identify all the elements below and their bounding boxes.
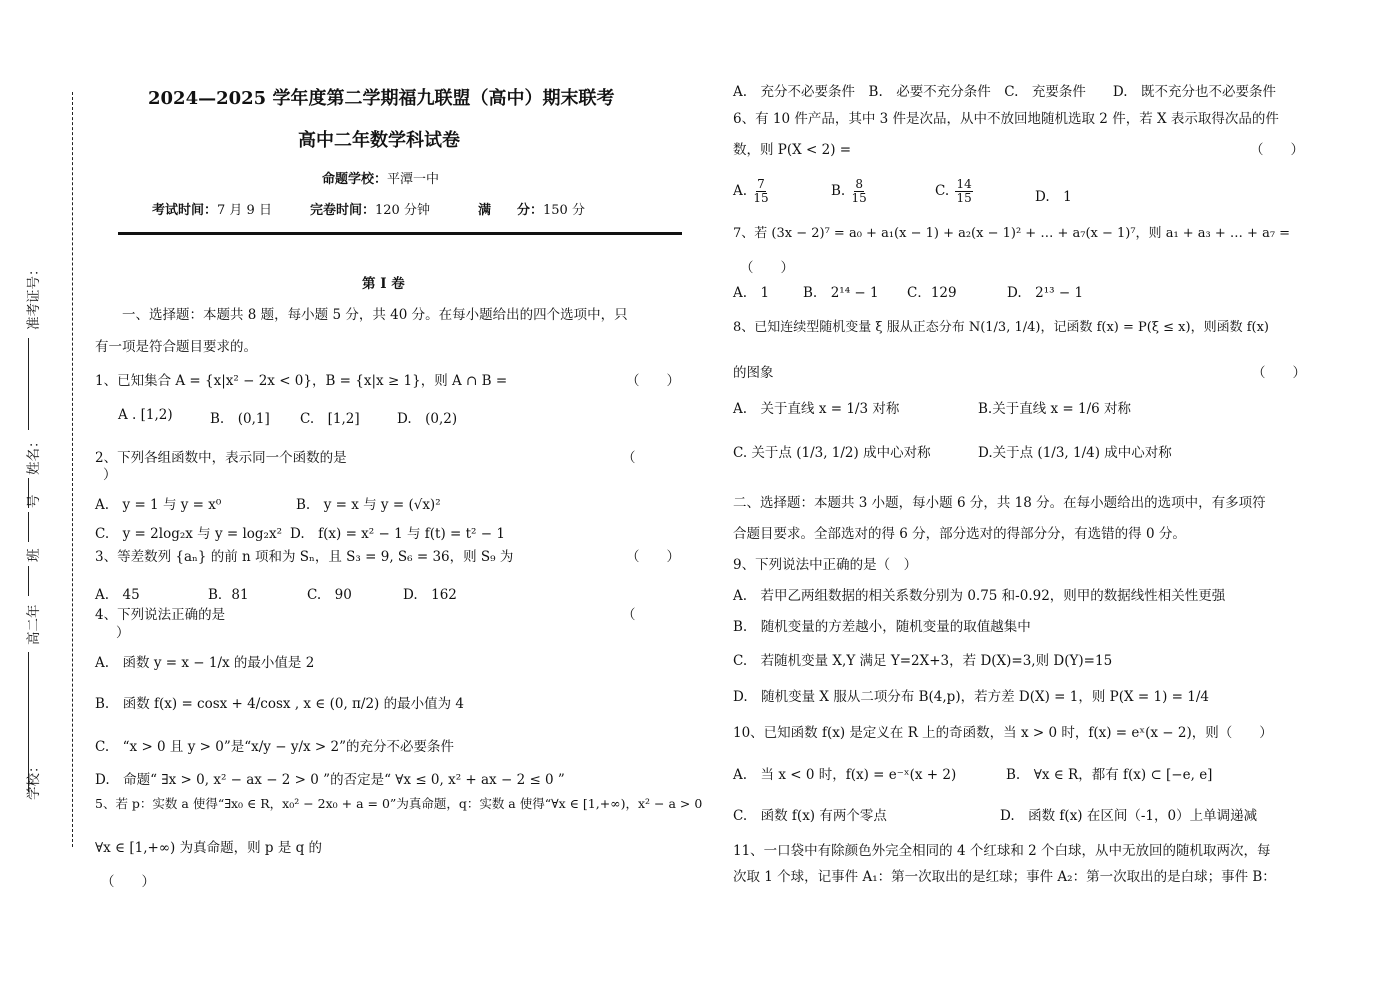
exam-time-label: 考试时间： [152,203,218,218]
section-title: 第 I 卷 [362,276,405,292]
duration [310,199,430,218]
q6-c-num: 14 [956,177,972,191]
q2-option-a: A. y = 1 与 y = x⁰ [95,497,222,513]
q8-option-b: B.关于直线 x = 1/6 对称 [978,401,1132,417]
intro-line-1: 一、选择题：本题共 8 题，每小题 5 分，共 40 分。在每小题给出的四个选项中，只 [122,307,628,323]
q4-option-a: A. 函数 y = x − 1/x 的最小值是 2 [95,655,315,671]
q6-option-a [733,178,771,205]
q6-a-den: 15 [753,191,769,205]
q8-stem-2: 的图象 [733,365,774,381]
q5-stem-2: ∀x ∈ [1,+∞) 为真命题，则 p 是 q 的 [95,840,323,856]
sidebar-xuexiao: 学校： [26,759,42,800]
q6-paren: （ ） [1250,142,1304,158]
q3-option-d: D. 162 [403,587,457,603]
q9-option-d: D. 随机变量 X 服从二项分布 B(4,p)，若方差 D(X) = 1，则 P(X = 1) = 1/4 [733,689,1209,705]
q1-option-d: D. (0,2) [397,411,458,427]
q2-paren-head: （ [622,450,636,466]
school-value: 平潭一中 [387,172,440,187]
q2-option-d: D. f(x) = x² − 1 与 f(t) = t² − 1 [290,526,505,542]
q6-c-den: 15 [956,191,972,205]
q5-options: A. 充分不必要条件 B. 必要不充分条件 C. 充要条件 D. 既不充分也不必要条件 [733,84,1277,100]
full-score [478,199,585,218]
q8-option-a: A. 关于直线 x = 1/3 对称 [733,401,900,417]
duration-value: 120 分钟 [375,203,430,218]
exam-time-value: 7 月 9 日 [217,203,272,218]
q7-option-c: C．129 [907,285,957,301]
q7-stem: 7、若 (3x − 2)⁷ = a₀ + a₁(x − 1) + a₂(x − 1)² + … + a₇(x − 1)⁷，则 a₁ + a₃ + … + a₇ = [733,226,1291,241]
q3-option-c: C. 90 [307,587,352,603]
duration-label: 完卷时间： [310,203,376,218]
q1-option-a: A . [1,2) [118,407,173,423]
exam-title: 2024—2025 学年度第二学期福九联盟（高中）期末联考 [148,88,615,109]
intro-line-2: 有一项是符合题目要求的。 [95,339,257,355]
q5-paren: （ ） [101,874,155,890]
sidebar-hao: 号 [26,494,42,508]
q6-option-d: D. 1 [1035,189,1072,205]
score-value: 150 分 [543,203,585,218]
q8-option-c: C. 关于点 (1/3, 1/2) 成中心对称 [733,445,931,461]
sidebar-blank-4 [28,566,29,596]
q11-stem-2: 次取 1 个球，记事件 A₁：第一次取出的是红球；事件 A₂：第一次取出的是白球；事件 B： [733,869,1276,885]
q6-option-c [935,178,975,205]
section2-line-2: 合题目要求。全部选对的得 6 分，部分选对的得部分分，有选错的得 0 分。 [733,526,1186,542]
binding-dashed-line [72,92,73,847]
q7-option-b: B. 2¹⁴ − 1 [803,285,879,301]
q2-option-c: C. y = 2log₂x 与 y = log₂x² [95,526,282,542]
q3-option-b: B．81 [208,587,249,603]
q6-stem-2: 数，则 P(X < 2) = [733,142,852,158]
q2-stem: 2、下列各组函数中，表示同一个函数的是 [95,450,347,466]
q5-stem-1: 5、若 p：实数 a 使得“∃x₀ ∈ R，x₀² − 2x₀ + a = 0”为真命题，q：实数 a 使得“∀x ∈ [1,+∞)，x² − a > 0 [95,796,703,811]
q1-stem: 1、已知集合 A = {x|x² − 2x < 0}，B = {x|x ≥ 1}，则 A ∩ B = [95,373,508,389]
q1-option-b: B. (0,1] [210,411,270,427]
q4-paren-tail: ） [116,625,130,641]
school-line [322,168,439,187]
q6-b-label: B. [831,183,846,199]
q4-stem: 4、下列说法正确的是 [95,607,226,623]
q9-option-c: C. 若随机变量 X,Y 满足 Y=2X+3，若 D(X)=3,则 D(Y)=15 [733,653,1113,669]
sidebar-xingming: 姓名： [26,434,42,475]
q6-c-label: C. [935,183,950,199]
q10-option-d: D. 函数 f(x) 在区间（-1，0）上单调递减 [1000,808,1258,824]
q9-stem: 9、下列说法中正确的是（ ） [733,557,918,573]
q8-option-d: D.关于点 (1/3, 1/4) 成中心对称 [978,445,1172,461]
q7-paren: （ ） [740,260,794,276]
section2-line-1: 二、选择题：本题共 3 小题，每小题 6 分，共 18 分。在每小题给出的选项中，有多项符 [733,495,1266,511]
q7-option-a: A. 1 [733,285,770,301]
q6-b-num: 8 [855,177,863,191]
sidebar-gaoernian: 高二年 [26,604,42,645]
q6-b-den: 15 [851,191,867,205]
q6-option-b [831,178,869,205]
q9-option-a: A. 若甲乙两组数据的相关系数分别为 0.75 和-0.92，则甲的数据线性相关性更强 [733,588,1226,604]
exam-subtitle: 高中二年数学科试卷 [298,130,460,151]
q6-stem-1: 6、有 10 件产品，其中 3 件是次品，从中不放回地随机选取 2 件，若 X 表示取得次品的件 [733,111,1279,127]
q2-option-b: B. y = x 与 y = (√x)² [296,497,441,513]
header-rule [118,232,682,235]
q4-paren-head: （ [622,607,636,623]
q3-paren: （ ） [626,549,680,565]
score-label: 满 分： [478,203,544,218]
sidebar-ban: 班 [26,548,42,562]
school-label: 命题学校： [322,172,388,187]
q8-stem-1: 8、已知连续型随机变量 ξ 服从正态分布 N(1/3, 1/4)，记函数 f(x) = P(ξ ≤ x)，则函数 f(x) [733,320,1269,335]
q6-a-frac [753,178,768,205]
sidebar-blank-3 [28,512,29,542]
q4-option-d: D. 命题“ ∃x > 0, x² − ax − 2 > 0 ”的否定是“ ∀x ≤ 0, x² + ax − 2 ≤ 0 ” [95,772,565,788]
q6-b-frac [852,178,867,205]
q3-stem: 3、等差数列 {aₙ} 的前 n 项和为 Sₙ，且 S₃ = 9, S₆ = 36，则 S₉ 为 [95,549,514,565]
q6-a-label: A. [733,183,748,199]
exam-time [152,199,272,218]
q9-option-b: B. 随机变量的方差越小，随机变量的取值越集中 [733,619,1031,635]
q6-a-num: 7 [757,177,765,191]
q3-option-a: A. 45 [95,587,140,603]
q6-c-frac [955,178,972,205]
q8-paren: （ ） [1252,365,1306,381]
q10-option-b: B. ∀x ∈ R，都有 f(x) ⊂ [−e, e] [1006,767,1213,783]
q10-option-a: A. 当 x < 0 时，f(x) = e⁻ˣ(x + 2) [733,767,957,783]
q4-option-c: C. “x > 0 且 y > 0”是“x/y − y/x > 2”的充分不必要条件 [95,739,454,755]
q7-option-d: D. 2¹³ − 1 [1007,285,1084,301]
q10-stem: 10、已知函数 f(x) 是定义在 R 上的奇函数，当 x > 0 时，f(x) = eˣ(x − 2)，则（ ） [733,725,1273,741]
q10-option-c: C. 函数 f(x) 有两个零点 [733,808,887,824]
q4-option-b: B. 函数 f(x) = cosx + 4/cosx , x ∈ (0, π/2) 的最小值为 4 [95,696,464,712]
sidebar-zhunkaozheng: 准考证号： [26,262,42,330]
q1-option-c: C. [1,2] [300,411,360,427]
sidebar-blank-1 [28,338,29,430]
q1-paren: （ ） [626,373,680,389]
q2-paren-tail: ） [103,467,117,483]
q11-stem-1: 11、一口袋中有除颜色外完全相同的 4 个红球和 2 个白球，从中无放回的随机取两次，每 [733,843,1271,859]
